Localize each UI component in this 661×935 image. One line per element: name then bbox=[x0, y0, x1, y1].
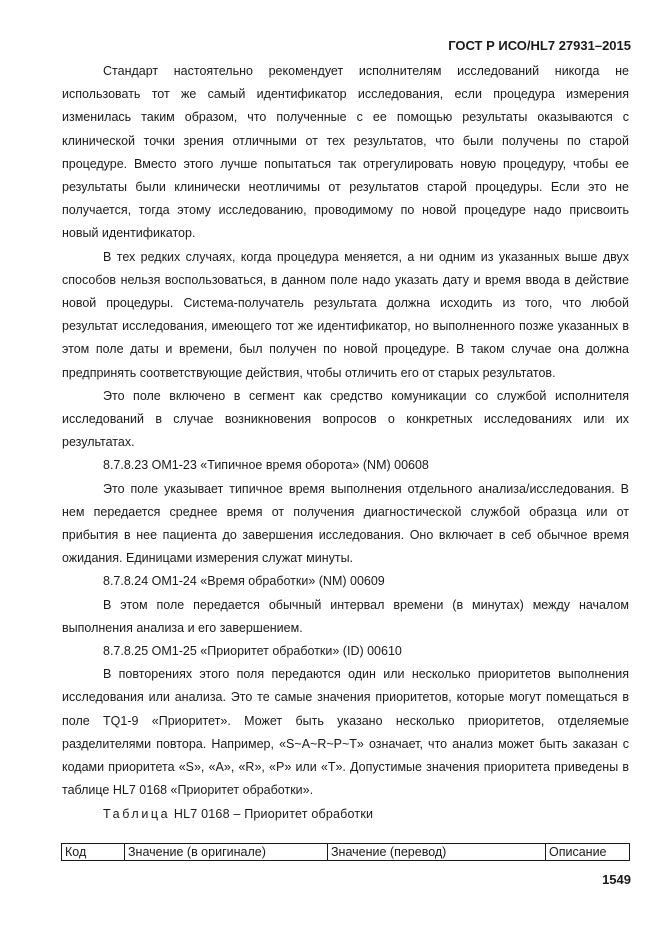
paragraph: Это поле указывает типичное время выполнения отдельного анализа/исследования. В нем передается среднее время от получения диагностической службой образца или от прибытия в нее пациента до завершения исследования. Оно включает в себ обычное время ожидания. Единицами измерения служат минуты. bbox=[62, 481, 629, 566]
priority-table bbox=[61, 843, 630, 861]
table-header-cell: Код bbox=[62, 844, 125, 861]
paragraph: В этом поле передается обычный интервал времени (в минутах) между началом выполнения анализа и его завершением. bbox=[62, 597, 629, 635]
table-header-cell: Описание bbox=[546, 844, 630, 861]
paragraph: В повторениях этого поля передаются один или несколько приоритетов выполнения исследования или анализа. Это те самые значения приоритетов, которые могут помещаться в поле TQ1-9 «Приоритет». Может быть указано несколько приоритетов, отделяемые разделителями повтора. Например, «S~A~R~P~T» означает, что анализ может быть заказан с кодами приоритета «S», «A», «R», «P» или «T». Допустимые значения приоритета приведены в таблице HL7 0168 «Приоритет обработки». bbox=[62, 667, 629, 798]
table-caption-word: Таблица bbox=[103, 806, 171, 821]
section-heading: 8.7.8.24 OM1-24 «Время обработки» (NM) 00609 bbox=[103, 574, 385, 589]
table-header-cell: Значение (в оригинале) bbox=[125, 844, 328, 861]
table-header-row bbox=[62, 844, 630, 861]
table-header-cell: Значение (перевод) bbox=[328, 844, 546, 861]
section-heading: 8.7.8.23 OM1-23 «Типичное время оборота» (NM) 00608 bbox=[103, 458, 429, 473]
table-caption bbox=[62, 803, 629, 826]
paragraph: Это поле включено в сегмент как средство комуникации со службой исполнителя исследований в случае возникновения вопросов о конкретных исследованиях или их результатах. bbox=[62, 388, 629, 450]
table-caption-title: HL7 0168 – Приоритет обработки bbox=[173, 806, 374, 821]
page-number: 1549 bbox=[602, 872, 631, 887]
document-code: ГОСТ Р ИСО/HL7 27931–2015 bbox=[448, 38, 631, 53]
page-body bbox=[62, 60, 629, 826]
section-heading: 8.7.8.25 OM1-25 «Приоритет обработки» (ID) 00610 bbox=[103, 644, 402, 659]
paragraph: В тех редких случаях, когда процедура меняется, а ни одним из указанных выше двух способов нельзя воспользоваться, в данном поле надо указать дату и время ввода в действие новой процедуры. Система-получатель результата должна исходить из того, что любой результат исследования, имеющего тот же идентификатор, но выполненного позже указанных в этом поле даты и времени, был получен по новой процедуре. В таком случае она должна предпринять соответствующие действия, чтобы отличить его от старых результатов. bbox=[62, 249, 629, 380]
paragraph: Стандарт настоятельно рекомендует исполнителям исследований никогда не использовать тот же самый идентификатор исследования, если процедура измерения изменилась таким образом, что полученные с ее помощью результаты оказываются с клинической точки зрения отличными от тех результатов, что были получены по старой процедуре. Вместо этого лучше попытаться так отрегулировать новую процедуру, чтобы ее результаты были клинически неотличимы от результатов старой процедуры. Если это не получается, тогда этому исследованию, проводимому по новой процедуре надо присвоить новый идентификатор. bbox=[62, 64, 629, 241]
